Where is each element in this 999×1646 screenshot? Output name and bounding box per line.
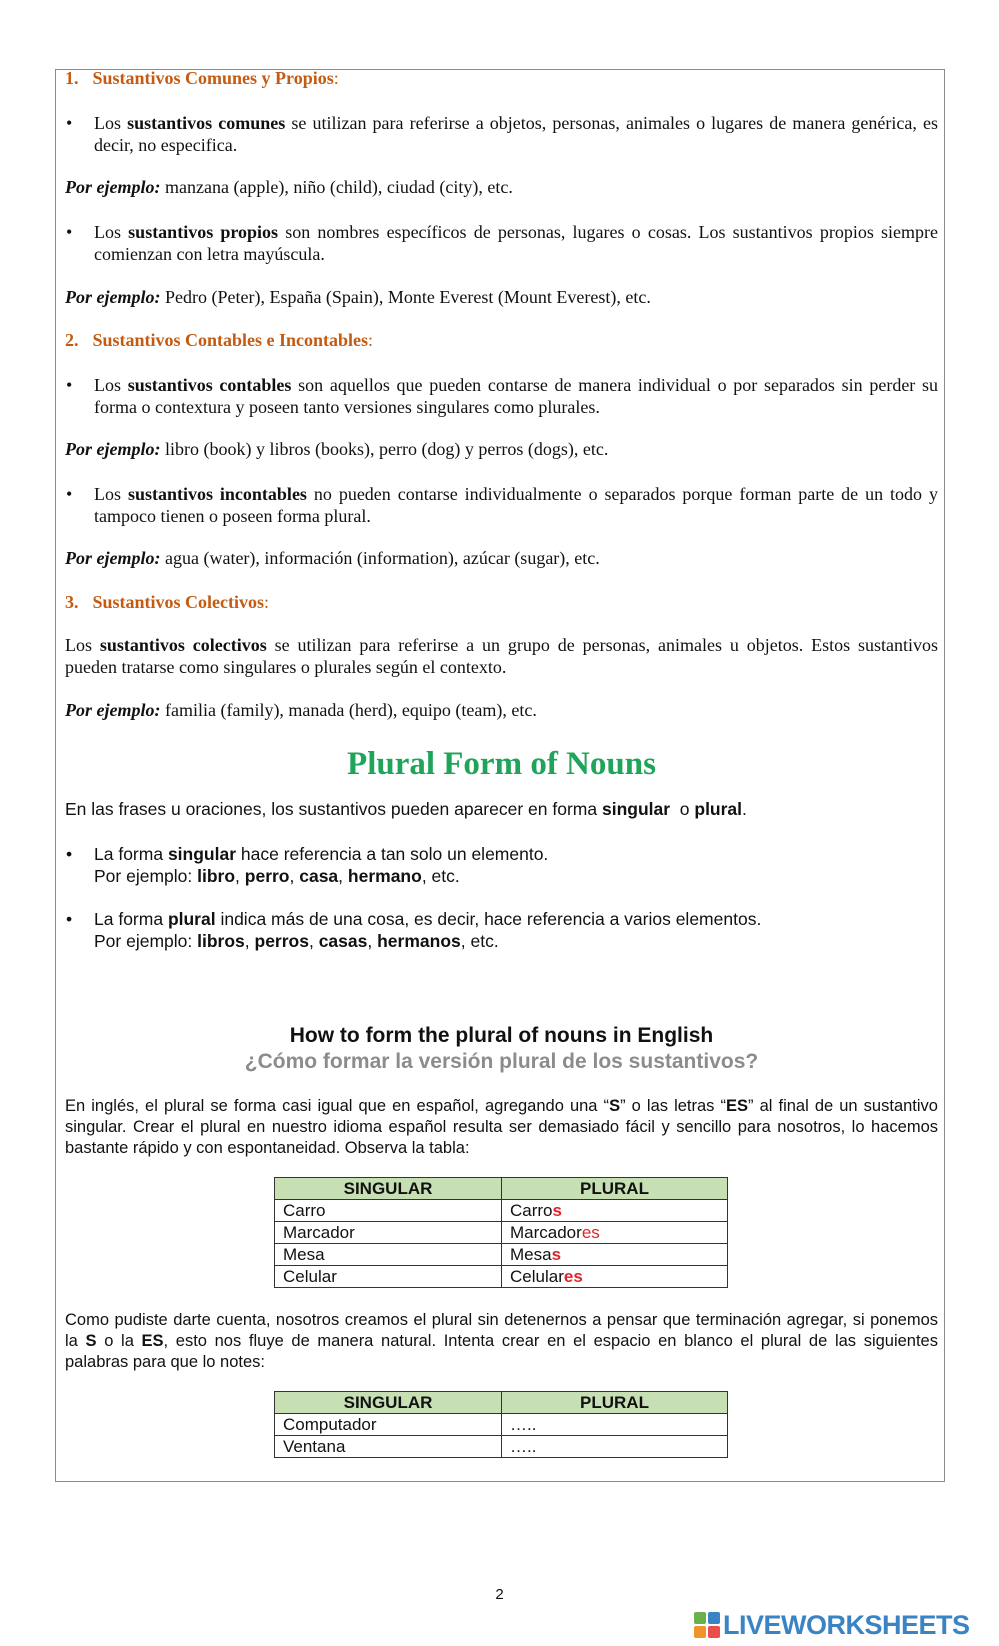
text: , etc. — [421, 866, 460, 886]
plural-cell — [502, 1222, 728, 1244]
section-2-colon: : — [368, 330, 374, 350]
separator: , — [367, 931, 378, 951]
text: ” al final de un sustantivo singular. Crear el plural en nuestro idioma español resulta ser demasiado fácil y sencillo para nosotros, lo hacemos bastante rápido y con espontaneidad. Observa la tabla: — [65, 1097, 938, 1157]
separator: , — [338, 866, 348, 886]
table-row — [275, 1414, 728, 1436]
plural-stem: Mesa — [510, 1244, 552, 1264]
singular-cell: Carro — [275, 1200, 502, 1222]
plural-example-table — [274, 1177, 728, 1288]
section-1-bullet-2 — [94, 221, 938, 265]
section-1-colon: : — [333, 68, 339, 88]
text: ” o las letras “ — [620, 1097, 726, 1115]
example-label: Por ejemplo: — [65, 177, 161, 197]
section-2-number: 2. — [65, 330, 79, 350]
table-row — [275, 1266, 728, 1288]
term-incontables: sustantivos incontables — [127, 484, 307, 504]
example-text: Pedro (Peter), España (Spain), Monte Everest (Mount Everest), etc. — [160, 287, 651, 307]
plural-cell — [502, 1266, 728, 1288]
text: Los — [94, 484, 128, 504]
section-2-example-2 — [65, 547, 938, 569]
section-2-bullet-2 — [94, 483, 938, 527]
term-singular: singular — [601, 799, 671, 819]
bullet-icon: • — [66, 909, 73, 929]
singular-cell: Celular — [275, 1266, 502, 1288]
letters-es: ES — [725, 1097, 748, 1115]
cube-icon — [694, 1626, 706, 1638]
table-row — [275, 1436, 728, 1458]
section-1-example-1 — [65, 176, 938, 198]
section-3-title: Sustantivos Colectivos — [92, 592, 265, 612]
section-1-heading — [65, 67, 938, 89]
howto-title-english: How to form the plural of nouns in English — [289, 1024, 714, 1047]
section-1-bullet-1 — [94, 112, 938, 156]
text: o — [670, 799, 695, 819]
section-1-title: Sustantivos Comunes y Propios — [92, 68, 334, 88]
example-word: casas — [318, 931, 368, 951]
text: , esto nos fluye de manera natural. Intenta crear en el espacio en blanco el plural de las siguientes palabras para que lo notes: — [65, 1332, 938, 1371]
page-number: 2 — [495, 1586, 504, 1603]
text: , etc. — [460, 931, 499, 951]
term-propios: sustantivos propios — [128, 222, 279, 242]
text: son nombres específicos de personas, lugares o cosas. Los sustantivos propios siempre comienzan con letra mayúscula. — [94, 222, 938, 264]
example-label: Por ejemplo: — [94, 866, 198, 886]
example-text: familia (family), manada (herd), equipo (team), etc. — [160, 700, 537, 720]
logo-text: LIVEWORKSHEETS — [723, 1610, 970, 1640]
bullet-icon: • — [66, 375, 73, 395]
example-label: Por ejemplo: — [65, 287, 161, 307]
example-label: Por ejemplo: — [65, 439, 161, 459]
section-2-bullet-1 — [94, 374, 938, 418]
example-label: Por ejemplo: — [94, 931, 198, 951]
separator: , — [235, 866, 245, 886]
example-text: manzana (apple), niño (child), ciudad (city), etc. — [160, 177, 513, 197]
text: o la — [96, 1332, 142, 1350]
text: Los — [94, 375, 128, 395]
howto-paragraph-1 — [65, 1096, 938, 1159]
text: Como pudiste darte cuenta, nosotros creamos el plural sin detenernos a pensar que terminación agregar, si ponemos la — [65, 1311, 938, 1350]
plural-answer-blank[interactable]: ….. — [502, 1414, 728, 1436]
section-2-heading — [65, 329, 938, 351]
bullet-icon: • — [66, 844, 73, 864]
header-singular: SINGULAR — [275, 1178, 502, 1200]
example-word: libros — [197, 931, 245, 951]
term-singular: singular — [167, 844, 237, 864]
term-comunes: sustantivos comunes — [127, 113, 286, 133]
example-word: perros — [254, 931, 309, 951]
text: En inglés, el plural se forma casi igual que en español, agregando una “ — [65, 1097, 610, 1115]
text: hace referencia a tan solo un elemento. — [236, 844, 549, 864]
cube-icon — [708, 1626, 720, 1638]
bullet-icon: • — [66, 113, 73, 133]
logo-cubes-icon — [694, 1612, 720, 1638]
text: Los — [65, 635, 100, 655]
text: La forma — [94, 909, 168, 929]
section-3-example — [65, 699, 938, 721]
plural-suffix: es — [563, 1266, 583, 1286]
plural-exercise-table — [274, 1391, 728, 1458]
bullet-icon: • — [66, 484, 73, 504]
example-word: libro — [197, 866, 236, 886]
section-2-title: Sustantivos Contables e Incontables — [92, 330, 369, 350]
separator: , — [244, 931, 255, 951]
text: Los — [94, 222, 129, 242]
example-label: Por ejemplo: — [65, 548, 161, 568]
singular-cell: Marcador — [275, 1222, 502, 1244]
bullet-icon: • — [66, 222, 73, 242]
howto-paragraph-2 — [65, 1310, 938, 1373]
section-2-example-1 — [65, 438, 938, 460]
text: se utilizan para referirse a objetos, personas, animales o lugares de manera genérica, es decir, no especifica. — [94, 113, 938, 155]
section-3-number: 3. — [65, 592, 79, 612]
plural-suffix: s — [552, 1200, 562, 1220]
plural-suffix: s — [551, 1244, 562, 1264]
plural-stem: Celular — [510, 1266, 564, 1286]
section-1-example-2 — [65, 286, 938, 308]
term-colectivos: sustantivos colectivos — [99, 635, 267, 655]
table-header-row — [275, 1178, 728, 1200]
term-plural: plural — [694, 799, 743, 819]
term-plural: plural — [167, 909, 216, 929]
section-3-paragraph — [65, 634, 938, 678]
text: Los — [94, 113, 128, 133]
plural-cell — [502, 1244, 728, 1266]
text: no pueden contarse individualmente o separados porque forman parte de un todo y tampoco tienen o poseen forma plural. — [94, 484, 938, 526]
plural-answer-blank[interactable]: ….. — [502, 1436, 728, 1458]
singular-cell: Ventana — [275, 1436, 502, 1458]
plural-bullet — [94, 908, 938, 952]
section-3-colon: : — [264, 592, 270, 612]
singular-cell: Mesa — [275, 1244, 502, 1266]
example-label: Por ejemplo: — [65, 700, 161, 720]
table-header-row — [275, 1392, 728, 1414]
text: La forma — [94, 844, 168, 864]
text: se utilizan para referirse a un grupo de personas, animales u objetos. Estos sustantivos pueden tratarse como singulares o plurales según el contexto. — [65, 635, 939, 677]
plural-stem: Marcador — [510, 1222, 582, 1242]
plural-cell — [502, 1200, 728, 1222]
text: . — [742, 799, 747, 819]
plural-suffix: es — [581, 1222, 600, 1242]
header-plural: PLURAL — [502, 1178, 728, 1200]
singular-bullet — [94, 843, 938, 887]
table-row — [275, 1222, 728, 1244]
header-singular: SINGULAR — [275, 1392, 502, 1414]
howto-title-spanish: ¿Cómo formar la versión plural de los sustantivos? — [244, 1050, 759, 1073]
example-word: perro — [244, 866, 290, 886]
separator: , — [308, 931, 319, 951]
table-row — [275, 1200, 728, 1222]
example-text: agua (water), información (information), azúcar (sugar), etc. — [160, 548, 600, 568]
letter-s: S — [85, 1332, 97, 1350]
text: indica más de una cosa, es decir, hace referencia a varios elementos. — [215, 909, 762, 929]
example-word: casa — [299, 866, 339, 886]
separator: , — [289, 866, 300, 886]
text: son aquellos que pueden contarse de manera individual o por separados sin perder su forma o contextura y poseen tanto versiones singulares como plurales. — [94, 375, 938, 417]
text: En las frases u oraciones, los sustantivos pueden aparecer en forma — [65, 799, 602, 819]
liveworksheets-logo — [694, 1610, 970, 1640]
cube-icon — [694, 1612, 706, 1624]
example-word: hermanos — [377, 931, 461, 951]
cube-icon — [708, 1612, 720, 1624]
example-word: hermano — [347, 866, 422, 886]
plural-stem: Carro — [510, 1200, 553, 1220]
plural-intro — [65, 798, 938, 820]
section-3-heading — [65, 591, 938, 613]
letter-s: S — [609, 1097, 621, 1115]
singular-cell: Computador — [275, 1414, 502, 1436]
plural-title: Plural Form of Nouns — [347, 746, 656, 782]
term-contables: sustantivos contables — [127, 375, 292, 395]
header-plural: PLURAL — [502, 1392, 728, 1414]
table-row — [275, 1244, 728, 1266]
letters-es: ES — [141, 1332, 164, 1350]
example-text: libro (book) y libros (books), perro (dog) y perros (dogs), etc. — [160, 439, 609, 459]
section-1-number: 1. — [65, 68, 79, 88]
